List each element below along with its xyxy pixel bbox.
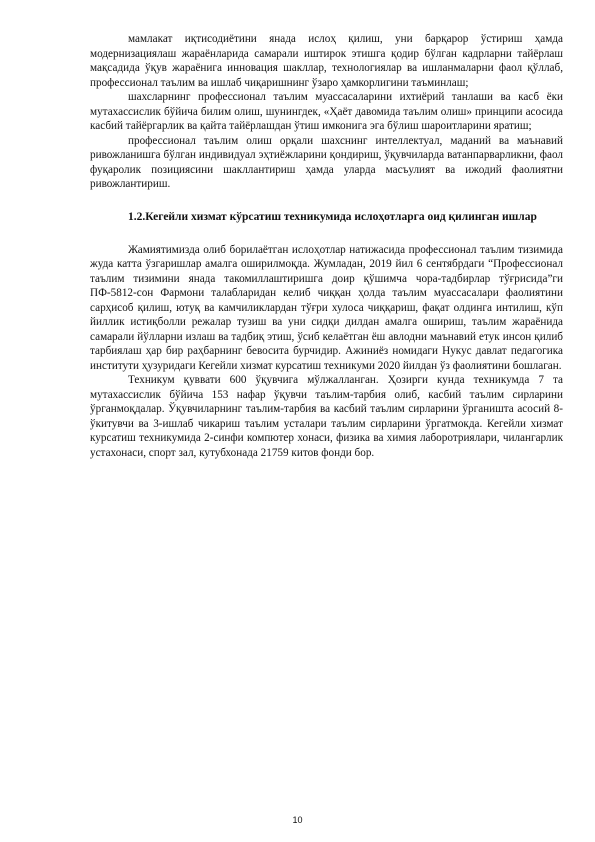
paragraph-goals-1: мамлакат иқтисодиётини янада ислоҳ қилиш, уни барқарор ўстириш ҳамда модернизациялаш жараёнларида самарали иштирок этишга қодир бўлган кадрларни тайёрлаш мақсадида ўқув жараёнига инновация шакллар, технологиялар ва ишланмаларни фаол қўллаб, профессионал таълим ва ишлаб чиқаришнинг ўзаро ҳамкорлигини таъминлаш; — [90, 33, 563, 89]
page-number: 10 — [292, 815, 303, 825]
paragraph-goals-3: профессионал таълим олиш орқали шахснинг интеллектуал, маданий ва маънавий ривожланишга бўлган индивидуал эҳтиёжларини қондириш, ўқувчиларда ватанпарварликни, фаол фуқаролик позициясини шакллантириш ҳамда уларда масъулият ва ижодий фаолиятни ривожлантириш. — [90, 134, 563, 190]
section-heading: 1.2.Кегейли хизмат кўрсатиш техникумида ислоҳотларга оид қилинган ишлар — [128, 210, 537, 223]
paragraph-reforms: Жамиятимизда олиб борилаётган ислоҳотлар натижасида профессионал таълим тизимида жуда катта ўзгаришлар амалга оширилмоқда. Жумладан, 2019 йил 6 сентябрдаги “Профессионал таълим тизимини янада такомиллаштиришга доир қўшимча чора-тадбирлар тўғрисида”ги ПФ-5812-сон Фармони талабларидан келиб чиққан ҳолда таълим муассасалари фаолиятини сарҳисоб қилиш, ютуқ ва камчиликлардан тўғри хулоса чиққариш, фақат олдинга интилиш, кўп йиллик истиқболли режалар тузиш ва уни сидқи дилдан амалга ошириш, таълим жараёнида самарали йўлларни излаш ва тадбиқ этиш, ўсиб келаётган ёш авлодни маънавий етук инсон қилиб тарбиялаш ҳар бир раҳбарнинг бевосита бурчидир. Ажиниёз номидаги Нукус давлат педагогика институти ҳузуридаги Кегейли хизмат курсатиш техникуми 2020 йилдан ўз фаолиятини бошлаган. — [90, 243, 563, 372]
paragraph-goals-2: шахсларнинг профессионал таълим муассасаларини ихтиёрий танлаши ва касб ёки мутахассислик бўйича билим олиш, шунингдек, «Ҳаёт давомида таълим олиш» принципи асосида касбий тайёргарлик ва қайта тайёрлашдан ўтиш имконига эга бўлиш шароитларини яратиш; — [90, 91, 563, 132]
paragraph-technikum: Техникум қуввати 600 ўқувчига мўлжалланган. Ҳозирги кунда техникумда 7 та мутахассислик бўйича 153 нафар ўқувчи таълим-тарбия олиб, касбий таълим сирларини ўрганмоқдалар. Ўқувчиларнинг таълим-тарбия ва касбий таълим сирларини ўрганишта асосий 8-ўкитувчи ва 3-ишлаб чикариш таълим усталари таълим сирларини ўргатмокда. Кегейли хизмат курсатиш техникумида 2-синфи компютер хонаси, физика ва химия лаборотриялари, чилангарлик устахонаси, спорт зал, кутубхонада 21759 китов фонди бор. — [90, 374, 563, 459]
document-page — [90, 32, 563, 460]
